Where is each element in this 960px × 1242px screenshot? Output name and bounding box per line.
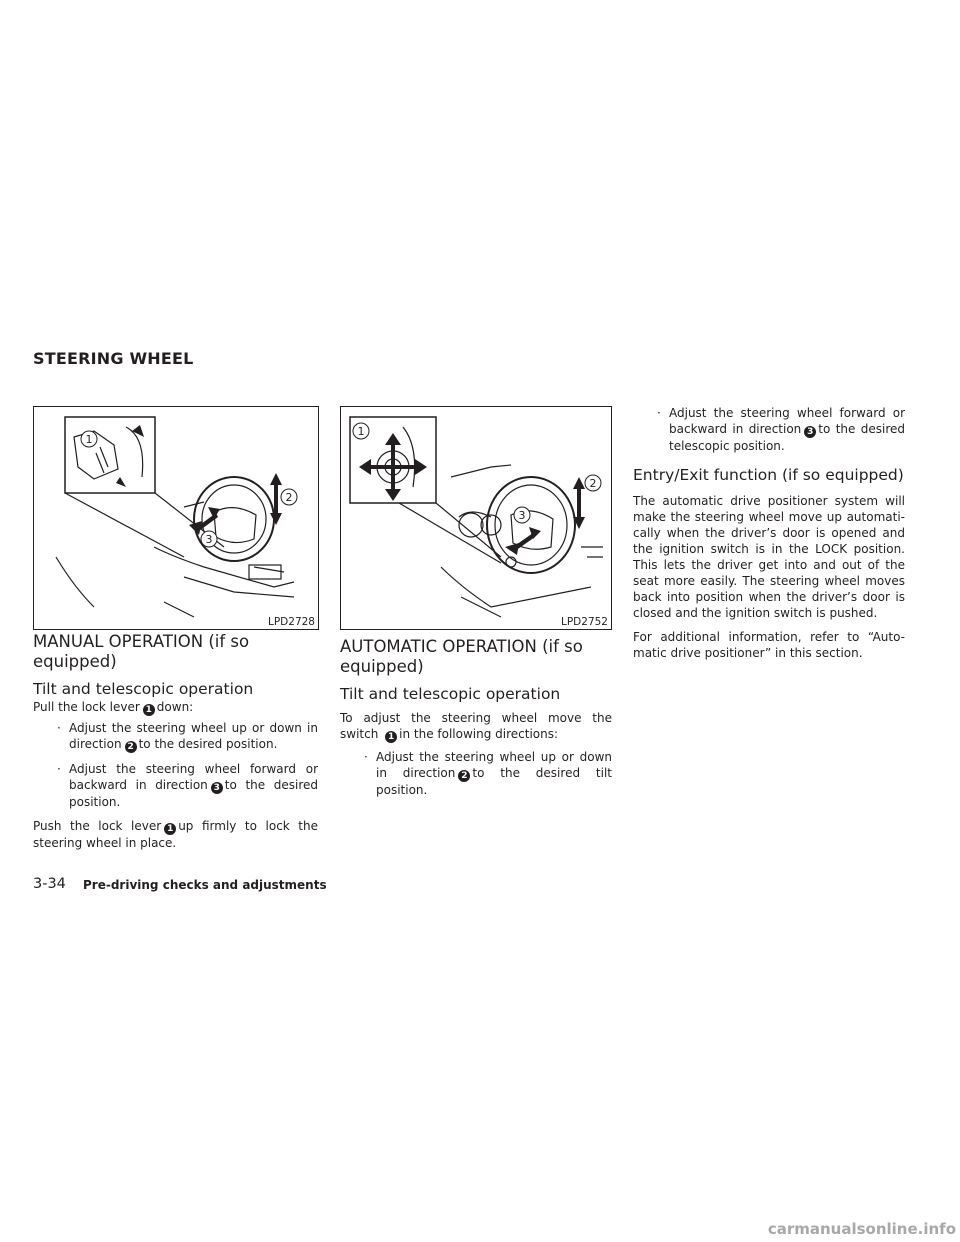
entry-exit-paragraph-1: The automatic drive positioner system will make the steering wheel move up automati-cally when the driver’s door is opened and the ignition switch is in the LOCK position. This lets the driver get into and out of the seat more easily. The steering wheel moves back into position when the driver’s door is closed and the ignition switch is pushed. bbox=[633, 494, 905, 620]
figure-code: LPD2752 bbox=[561, 616, 608, 628]
callout-1: 1 bbox=[85, 433, 93, 446]
callout-2: 2 bbox=[589, 477, 597, 490]
automatic-operation-column bbox=[340, 637, 612, 798]
entry-exit-heading: Entry/Exit function (if so equipped) bbox=[633, 466, 904, 484]
entry-exit-column bbox=[633, 405, 905, 661]
section-title: STEERING WHEEL bbox=[33, 349, 194, 368]
figure-manual-steering bbox=[33, 406, 319, 630]
automatic-bullet-1: · Adjust the steering wheel up or down in direction 2 to the desired tilt position. bbox=[364, 750, 612, 797]
automatic-steering-illustration bbox=[341, 407, 611, 629]
automatic-bullet-2: · Adjust the steering wheel forward or backward in direction 3 to the desired telescopic position. bbox=[657, 406, 905, 453]
marker-1: 1 bbox=[143, 704, 155, 716]
manual-operation-column bbox=[33, 632, 318, 851]
figure-code: LPD2728 bbox=[268, 616, 315, 628]
manual-push-paragraph: Push the lock lever 1 up firmly to lock the steering wheel in place. bbox=[33, 819, 318, 850]
manual-bullet-1: · Adjust the steering wheel up or down in direction 2 to the desired position. bbox=[57, 721, 318, 752]
marker-3: 3 bbox=[211, 782, 223, 794]
automatic-intro: To adjust the steering wheel move the switch 1 in the following directions: bbox=[340, 711, 612, 742]
manual-tilt-subheading: Tilt and telescopic operation bbox=[33, 680, 254, 698]
marker-2: 2 bbox=[125, 741, 137, 753]
callout-3: 3 bbox=[205, 533, 213, 546]
marker-1: 1 bbox=[385, 731, 397, 743]
marker-2: 2 bbox=[458, 770, 470, 782]
callout-3: 3 bbox=[518, 509, 526, 522]
marker-3: 3 bbox=[804, 426, 816, 438]
entry-exit-paragraph-2: For additional information, refer to “Auto-matic drive positioner” in this section. bbox=[633, 630, 905, 660]
watermark[interactable]: carmanualsonline.info bbox=[767, 1220, 956, 1238]
automatic-operation-heading: AUTOMATIC OPERATION (if so equipped) bbox=[340, 637, 583, 676]
callout-2: 2 bbox=[285, 491, 293, 504]
manual-operation-heading: MANUAL OPERATION (if so equipped) bbox=[33, 632, 250, 671]
manual-steering-illustration bbox=[34, 407, 318, 629]
automatic-tilt-subheading: Tilt and telescopic operation bbox=[340, 685, 561, 703]
manual-bullet-2: · Adjust the steering wheel forward or backward in direction 3 to the desired position. bbox=[57, 762, 318, 809]
callout-1: 1 bbox=[357, 425, 365, 438]
marker-1: 1 bbox=[164, 823, 176, 835]
footer-section-name: Pre-driving checks and adjustments bbox=[83, 878, 327, 892]
page-number: 3-34 bbox=[33, 876, 66, 892]
figure-automatic-steering bbox=[340, 406, 612, 630]
manual-intro: Pull the lock lever 1 down: bbox=[33, 700, 194, 715]
